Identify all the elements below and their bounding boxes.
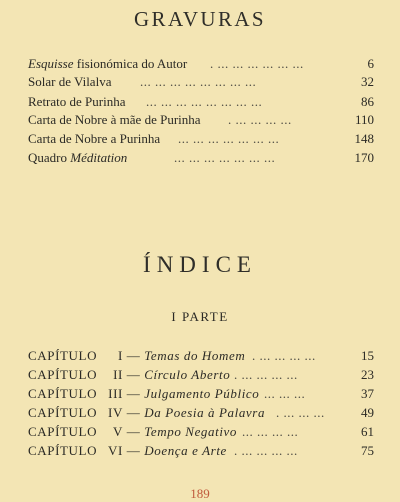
chapter-numeral: V <box>112 424 123 439</box>
chapter-title: Temas do Homem <box>144 348 246 363</box>
page-number: 32 <box>361 74 374 89</box>
chapter-label: CAPÍTULO IV — Da Poesia à Palavra <box>28 405 266 420</box>
chapter-title: Doença e Arte <box>144 443 227 458</box>
chapter-word: CAPÍTULO <box>28 348 98 363</box>
chapter-label: CAPÍTULO V — Tempo Negativo <box>28 424 238 439</box>
entry-label-italic: Méditation <box>70 150 128 165</box>
entry-label-text: Quadro <box>28 150 71 165</box>
folio-page-number: 189 <box>190 486 210 501</box>
chapter-label: CAPÍTULO II — Círculo Aberto <box>28 367 231 382</box>
page-number: 170 <box>354 150 374 165</box>
chapter-word: CAPÍTULO <box>28 386 98 401</box>
entry-label <box>28 149 127 167</box>
leader-dots: ... ... ... ... ... ... ... <box>178 131 280 146</box>
part-heading: I PARTE <box>171 309 229 324</box>
leader-dots: . ... ... ... ... <box>252 348 316 363</box>
page-number: 37 <box>361 386 374 401</box>
chapter-entry <box>28 404 374 422</box>
page-number: 86 <box>361 94 374 109</box>
page-number: 61 <box>361 424 374 439</box>
gravura-entry <box>28 55 374 73</box>
chapter-word: CAPÍTULO <box>28 405 98 420</box>
chapter-title: Tempo Negativo <box>144 424 238 439</box>
chapter-word: CAPÍTULO <box>28 367 98 382</box>
chapter-numeral: VI <box>108 443 123 458</box>
entry-label: Carta de Nobre à mãe de Purinha <box>28 112 201 127</box>
page-number: 6 <box>367 56 374 71</box>
chapter-numeral: II <box>113 367 123 382</box>
leader-dots: ... ... ... <box>264 386 306 401</box>
chapter-title: Julgamento Público <box>144 386 260 401</box>
chapter-entry <box>28 385 374 403</box>
page-number: 49 <box>361 405 374 420</box>
leader-dots: . ... ... ... ... ... ... <box>210 56 304 71</box>
entry-label-italic: Esquisse <box>28 56 74 71</box>
leader-dots: ... ... ... ... ... ... ... <box>174 150 276 165</box>
chapter-entry <box>28 423 374 441</box>
chapter-word: CAPÍTULO <box>28 443 98 458</box>
gravura-entry <box>28 93 374 111</box>
leader-dots: ... ... ... ... ... ... ... ... <box>146 94 263 109</box>
leader-dots: ... ... ... ... ... ... ... ... <box>140 74 257 89</box>
indice-heading: ÍNDICE <box>143 252 257 277</box>
page-number: 148 <box>354 131 374 146</box>
chapter-numeral: IV <box>108 405 123 420</box>
entry-label: Solar de Vilalva <box>28 74 112 89</box>
page-number: 75 <box>361 443 374 458</box>
leader-dots: ... ... ... ... <box>242 424 299 439</box>
chapter-title: Círculo Aberto <box>144 367 231 382</box>
gravuras-heading: GRAVURAS <box>133 7 266 31</box>
entry-label-text: fisionómica do Autor <box>73 56 188 71</box>
chapter-entry <box>28 347 374 365</box>
leader-dots: . ... ... ... <box>276 405 325 420</box>
gravura-entry <box>28 130 374 148</box>
chapter-label: CAPÍTULO III — Julgamento Público <box>28 386 260 401</box>
leader-dots: . ... ... ... ... <box>234 443 298 458</box>
chapter-entry <box>28 442 374 460</box>
entry-label: Carta de Nobre a Purinha <box>28 131 161 146</box>
chapter-title: Da Poesia à Palavra <box>144 405 266 420</box>
chapter-label: CAPÍTULO I — Temas do Homem <box>28 348 246 363</box>
chapter-numeral: III <box>108 386 123 401</box>
chapter-entry <box>28 366 374 384</box>
page-number: 15 <box>361 348 374 363</box>
gravura-entry <box>28 111 374 129</box>
leader-dots: . ... ... ... ... <box>234 367 298 382</box>
entry-label: Retrato de Purinha <box>28 94 126 109</box>
gravura-entry <box>28 73 374 91</box>
page-number: 110 <box>354 112 374 127</box>
leader-dots: . ... ... ... ... <box>228 112 292 127</box>
page-number: 23 <box>361 367 374 382</box>
entry-label <box>28 55 187 73</box>
chapter-word: CAPÍTULO <box>28 424 98 439</box>
chapter-label: CAPÍTULO VI — Doença e Arte <box>28 443 227 458</box>
chapter-numeral: I <box>118 348 123 363</box>
gravura-entry <box>28 149 374 167</box>
